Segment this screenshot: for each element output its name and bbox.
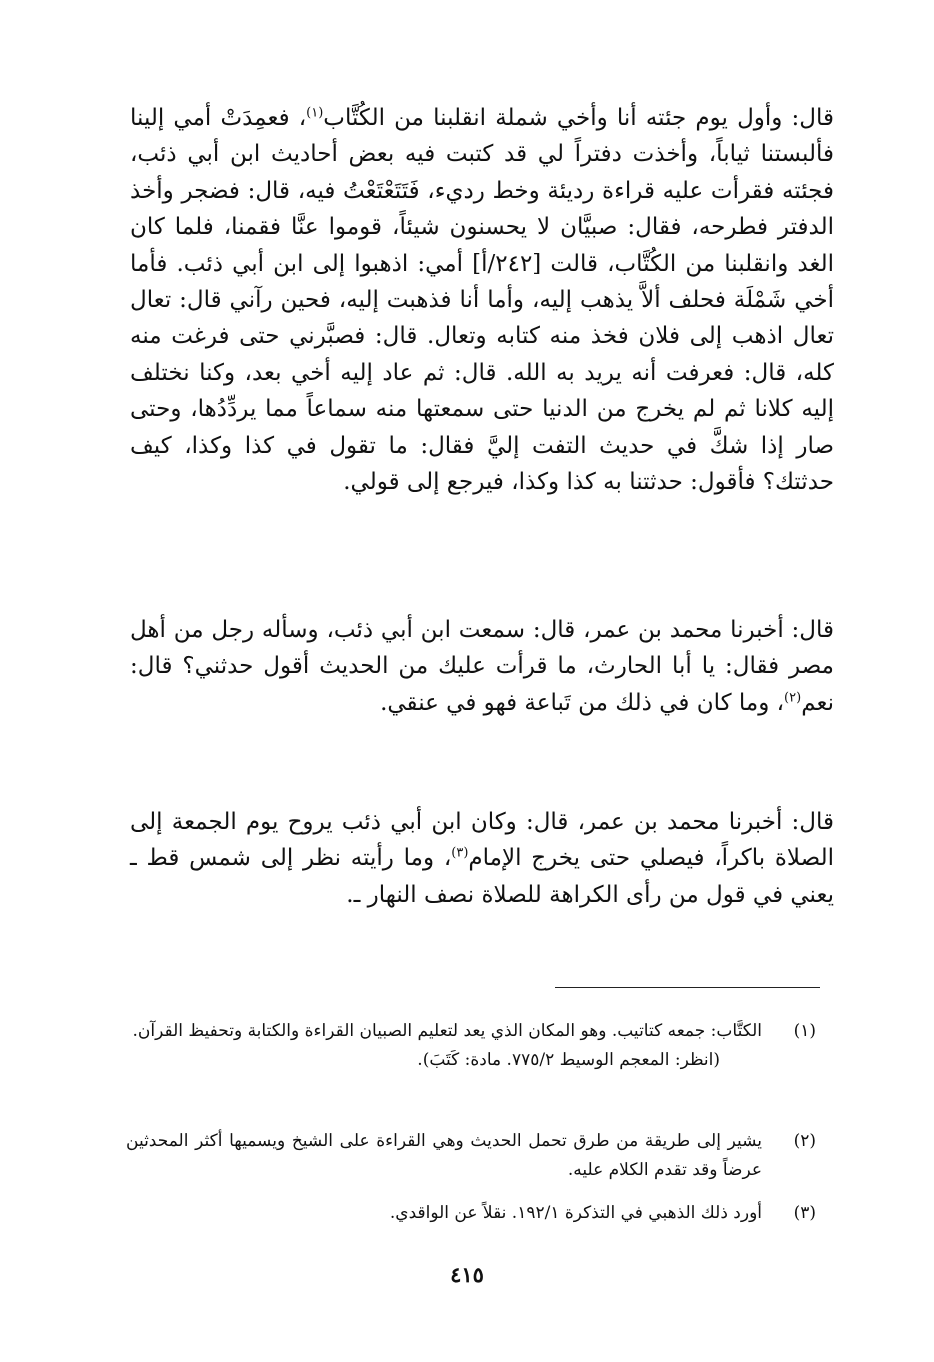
footnote-3-number: (٣) <box>793 1203 816 1223</box>
footnote-2 <box>126 1127 816 1185</box>
paragraph-3-text-b: ، وما رأيته نظر إلى شمس قط ـ يعني في قول من رأى الكراهة للصلاة نصف النهار ـ. <box>130 845 834 908</box>
footnote-1-text: الكتَّاب: جمعه كتاتيب. وهو المكان الذي يعد لتعليم الصبيان القراءة والكتابة وتحفيظ القرآن. <box>132 1021 762 1041</box>
footnote-2-number: (٢) <box>793 1131 816 1151</box>
paragraph-3-text-a: قال: أخبرنا محمد بن عمر، قال: وكان ابن أبي ذئب يروح يوم الجمعة إلى الصلاة باكراً، فيصلي حتى يخرج الإمام <box>130 809 834 872</box>
footnote-2-text: يشير إلى طريقة من طرق تحمل الحديث وهي القراءة على الشيخ ويسميها أكثر المحدثين عرضاً وقد تقدم الكلام عليه. <box>126 1131 762 1180</box>
footnote-1-number: (١) <box>793 1021 816 1041</box>
footnote-3 <box>126 1199 816 1228</box>
footnote-1-reference: (انظر: المعجم الوسيط ٧٧٥/٢. مادة: كَتَبَ). <box>417 1050 720 1070</box>
paragraph-2 <box>130 612 834 721</box>
footnote-3-text: أورد ذلك الذهبي في التذكرة ١٩٢/١. نقلاً عن الواقدي. <box>389 1203 762 1223</box>
footnote-ref-3[interactable]: (٣) <box>451 845 469 861</box>
page-number: ٤١٥ <box>450 1262 484 1287</box>
paragraph-2-text-a: قال: أخبرنا محمد بن عمر، قال: سمعت ابن أبي ذئب، وسأله رجل من أهل مصر فقال: يا أبا الحارث، ما قرأت عليك من الحديث أقول حدثني؟ قال: نعم <box>130 617 834 716</box>
footnote-separator <box>555 987 820 988</box>
paragraph-2-text-b: ، وما كان في ذلك من تَباعة فهو في عنقي. <box>380 689 785 716</box>
footnote-1 <box>126 1017 816 1075</box>
footnote-ref-1[interactable]: (١) <box>306 105 324 121</box>
paragraph-1-text-a: قال: وأول يوم جئته أنا وأخي شملة انقلبنا من الكُتَّاب <box>323 105 835 131</box>
paragraph-3 <box>130 804 834 913</box>
paragraph-1-text-b: ، فعمِدَتْ أمي إلينا فألبستنا ثياباً، وأخذت دفتراً لي قد كتبت فيه بعض أحاديث ابن أبي ذئب، فجئته فقرأت عليه قراءة رديئة وخط رديء، فَتَتَعْتَعْتُ فيه، قال: فضجر وأخذ الدفتر فطرحه، فقال: صبيَّان لا يحسنون شيئاً، قوموا عنَّا فقمنا، فلما كان الغد وانقلبنا من الكُتَّاب، قالت [٢٤٢/أ] أمي: اذهبوا إلى ابن أبي ذئب. فأما أخي شَمْلَة فحلف ألاَّ يذهب إليه، وأما أنا فذهبت إليه، فحين رآني قال: تعال تعال اذهب إلى فلان فخذ منه كتابه وتعال. قال: فصبَّرني حتى فرغت منه كله، قال: فعرفت أنه يريد به الله. قال: ثم عاد إليه أخي بعد، وكنا نختلف إليه كلانا ثم لم يخرج من الدنيا حتى سمعتها منه سماعاً مما يردِّدُها، وحتى صار إذا شكَّ في حديث التفت إليَّ فقال: ما تقول في كذا وكذا، كيف حدثتك؟ فأقول: حدثتنا به كذا وكذا، فيرجع إلى قولي. <box>130 105 834 496</box>
footnote-ref-2[interactable]: (٢) <box>784 690 802 706</box>
paragraph-1 <box>130 100 834 500</box>
